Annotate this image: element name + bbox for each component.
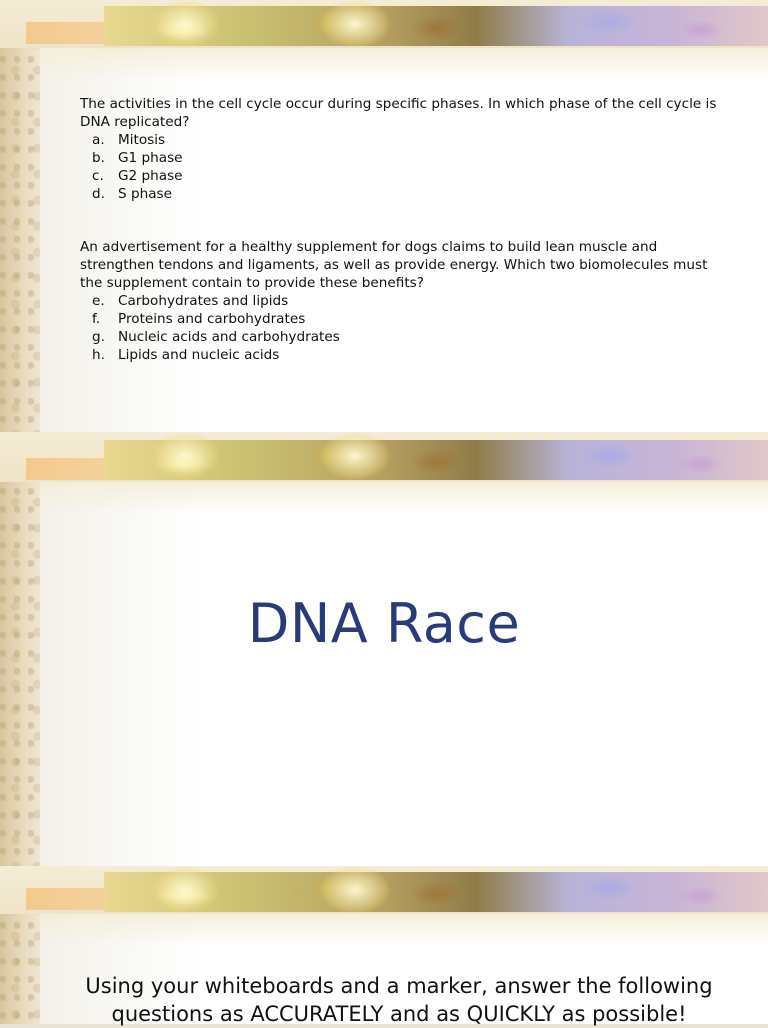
leaf-ornament (320, 0, 390, 48)
question-stem: The activities in the cell cycle occur during specific phases. In which phase of the cell cycle is DNA replicated? (80, 96, 717, 130)
option-g: g. Nucleic acids and carbohydrates (92, 329, 340, 345)
decorative-banner (0, 866, 768, 914)
banner-shadow (40, 48, 768, 80)
leaf-ornament (320, 866, 390, 914)
option-a: a. Mitosis (92, 132, 166, 148)
leaf-ornament (150, 0, 220, 48)
leaf-ornament (320, 432, 390, 480)
option-f: f. Proteins and carbohydrates (92, 311, 306, 327)
slide-title: DNA Race (247, 592, 521, 655)
leaf-ornament (150, 432, 220, 480)
option-c: c. G2 phase (92, 168, 183, 184)
banner-shadow (40, 914, 768, 946)
banner-shadow (40, 482, 768, 514)
question-2 (80, 238, 728, 364)
option-d: d. S phase (92, 186, 172, 202)
option-h: h. Lipids and nucleic acids (92, 347, 280, 363)
option-e: e. Carbohydrates and lipids (92, 293, 289, 309)
leaf-ornament (150, 866, 220, 914)
question-stem: An advertisement for a healthy supplement for dogs claims to build lean muscle and strengthen tendons and ligaments, as well as provide energy. Which two biomolecules must the supplement contain to provide these benefits? (80, 239, 708, 291)
question-1 (80, 95, 728, 203)
decorative-banner (0, 432, 768, 482)
answer-options (80, 292, 728, 364)
slide-1 (0, 0, 768, 432)
decorative-banner (0, 0, 768, 48)
option-b: b. G1 phase (92, 150, 183, 166)
parchment-border (0, 0, 40, 432)
answer-options (80, 131, 728, 203)
slide-panel (40, 482, 768, 866)
instructions-text: Using your whiteboards and a marker, answer the following questions as ACCURATELY and as QUICKLY as possible! (85, 974, 713, 1026)
